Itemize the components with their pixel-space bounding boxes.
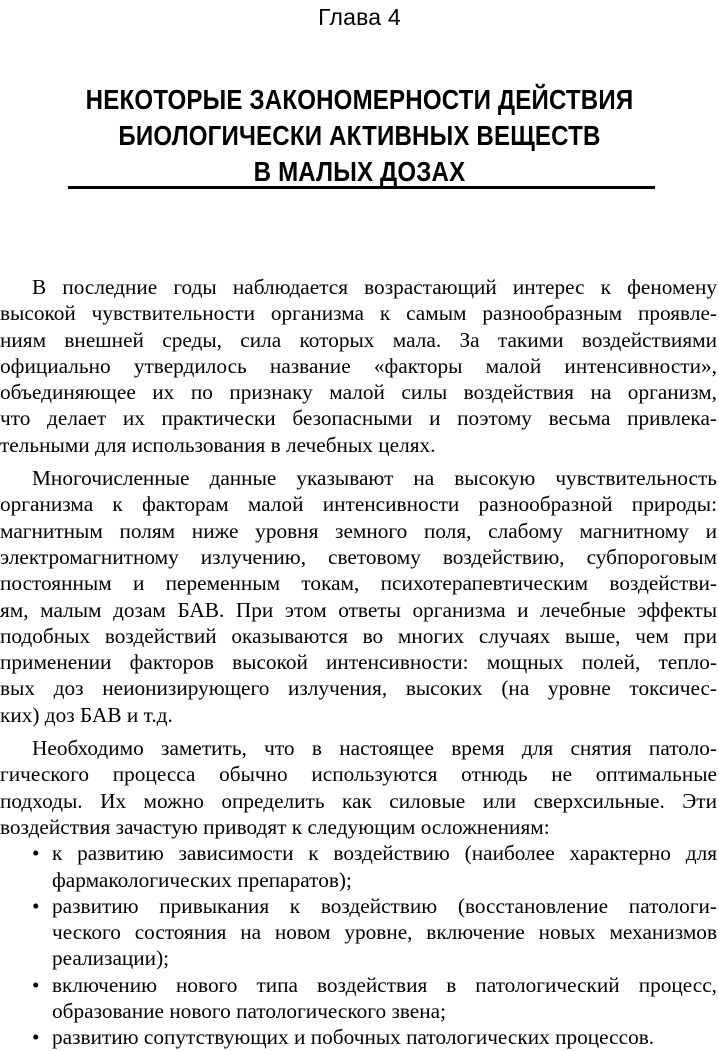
bullet-icon: • [32, 1025, 40, 1050]
text-line: подходы. Их можно определить как силовые или сверхсильные. Эти [0, 788, 717, 813]
text-line: ких) доз БАВ и т.д. [0, 702, 173, 727]
text-line: гического процесса обычно используются отнюдь не оптимальные [0, 762, 717, 787]
text-line: объединяющее их по признаку малой силы воздействия на организм, [0, 380, 717, 405]
text-line: В последние годы наблюдается возрастающий интерес к феномену [32, 275, 717, 299]
bullet-icon: • [32, 841, 40, 866]
title-line: В МАЛЫХ ДОЗАХ [253, 156, 466, 187]
text-line: официально утвердилось название «факторы малой интенсивности», [0, 353, 717, 378]
title-divider [68, 186, 655, 189]
bullet-icon: • [32, 972, 40, 997]
text-line: Необходимо заметить, что в настоящее время для снятия патоло- [32, 736, 717, 761]
title-line: БИОЛОГИЧЕСКИ АКТИВНЫХ ВЕЩЕСТВ [118, 120, 601, 151]
text-line: магнитным полям ниже уровня земного поля, слабому магнитному и [0, 518, 717, 543]
text-line: организма к факторам малой интенсивности разнообразной природы: [0, 492, 717, 517]
bullet-icon: • [32, 893, 40, 918]
body-text [0, 274, 719, 1051]
list-item-text: включению нового типа воздействия в патологический процесс, [52, 972, 717, 997]
title-line: НЕКОТОРЫЕ ЗАКОНОМЕРНОСТИ ДЕЙСТВИЯ [85, 84, 634, 115]
chapter-title [50, 82, 668, 190]
complications-list [0, 840, 719, 1050]
text-line: тельными для использования в лечебных целях. [0, 432, 436, 457]
text-line: высокой чувствительности организма к самым разнообразным проявле- [0, 301, 717, 326]
text-line: Многочисленные данные указывают на высокую чувствительность [32, 466, 717, 491]
list-item-text: развитию сопутствующих и побочных патологических процессов. [52, 1025, 655, 1050]
list-item-text: к развитию зависимости к воздействию (наиболее характерно для [52, 841, 717, 866]
list-item-continuation: образование нового патологического звена; [52, 999, 447, 1024]
list-item-continuation: реализации); [52, 946, 170, 971]
list-item [0, 893, 719, 919]
list-item [0, 840, 719, 866]
list-item-continuation: ческого состояния на новом уровне, включение новых механизмов [52, 920, 717, 945]
text-line: постоянным и переменным токам, психотерапевтическим воздействи- [0, 571, 717, 596]
text-line: воздействия зачастую приводят к следующим осложнениям: [0, 814, 550, 839]
text-line: ям, малым дозам БАВ. При этом ответы организма и лечебные эффекты [0, 597, 717, 622]
list-item [0, 972, 719, 998]
list-item-text: развитию привыкания к воздействию (восстановление патологи- [52, 893, 717, 918]
text-line: применении факторов высокой интенсивности: мощных полей, тепло- [0, 650, 717, 675]
chapter-label: Глава 4 [318, 4, 401, 30]
list-item [0, 1024, 719, 1050]
list-item-continuation: фармакологических препаратов); [52, 867, 352, 892]
text-line: электромагнитному излучению, световому воздействию, субпороговым [0, 544, 717, 569]
text-line: вых доз неионизирующего излучения, высоких (на уровне токсичес- [0, 676, 717, 701]
text-line: что делает их практически безопасными и поэтому весьма привлека- [0, 406, 717, 431]
text-line: ниям внешней среды, сила которых мала. За такими воздействиями [0, 327, 717, 352]
text-line: подобных воздействий оказываются во многих случаях выше, чем при [0, 623, 717, 648]
